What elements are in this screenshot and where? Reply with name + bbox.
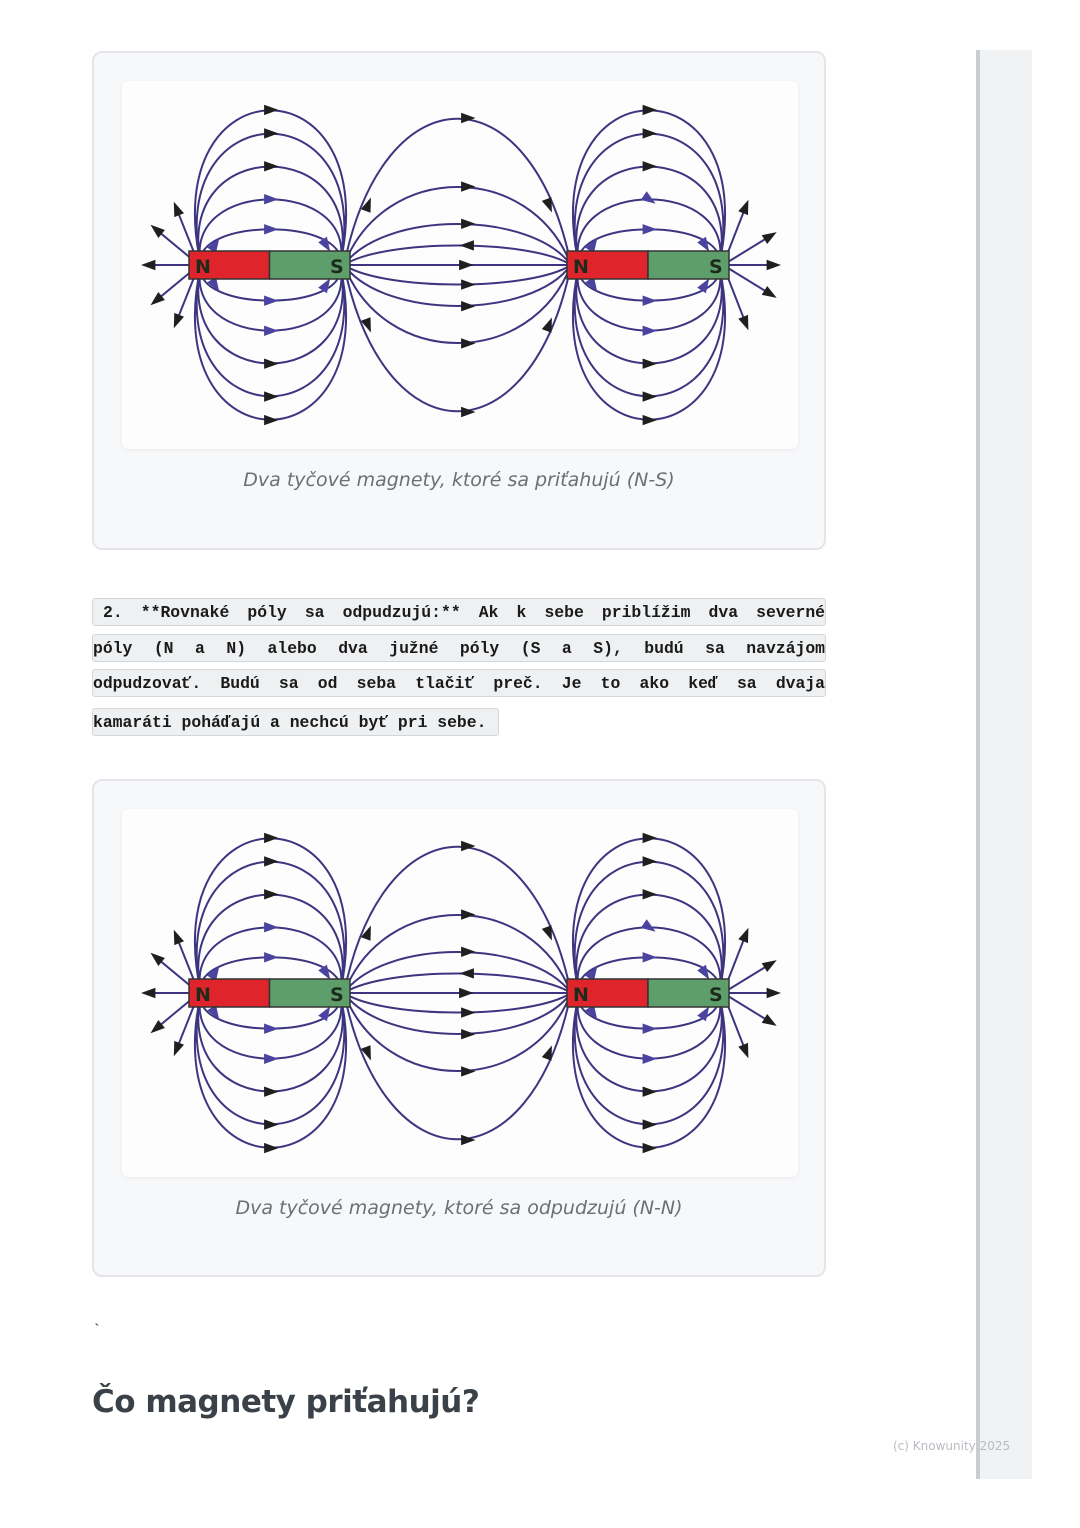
- field-arrow: [264, 128, 278, 138]
- magnetic-field-diagram: [122, 81, 798, 449]
- field-arrow: [264, 224, 278, 234]
- field-line: [723, 964, 770, 993]
- field-arrow: [697, 1006, 709, 1021]
- field-arrow: [461, 407, 475, 417]
- field-arrow: [264, 1119, 278, 1129]
- figure-card-attract: [92, 51, 826, 550]
- field-line: [198, 167, 343, 265]
- field-arrow: [643, 833, 657, 843]
- field-arrow: [767, 988, 781, 998]
- field-arrow: [318, 1006, 330, 1021]
- code-line: 2. **Rovnaké póly sa odpudzujú:** Ak k sebe priblížim dva severné: [92, 598, 826, 626]
- field-arrow: [643, 326, 657, 336]
- field-arrow: [641, 191, 656, 203]
- field-arrow: [643, 889, 657, 899]
- field-arrow: [264, 889, 278, 899]
- field-arrow: [264, 326, 278, 336]
- pole-label-north: N: [573, 984, 589, 1006]
- field-arrow: [697, 237, 709, 252]
- field-arrow: [643, 224, 657, 234]
- field-arrow: [643, 1143, 657, 1153]
- field-arrow: [174, 1041, 184, 1056]
- figure-caption: Dva tyčové magnety, ktoré sa priťahujú (N-S): [243, 469, 675, 491]
- field-line: [344, 847, 571, 993]
- field-arrow: [264, 194, 278, 204]
- field-line: [344, 974, 571, 994]
- field-arrow: [460, 968, 474, 978]
- field-arrow: [318, 278, 330, 293]
- field-arrow: [643, 1024, 657, 1034]
- field-arrow: [542, 925, 552, 940]
- field-arrow: [461, 338, 475, 348]
- field-arrow: [762, 960, 777, 972]
- pole-label-south: S: [709, 984, 723, 1006]
- pole-label-south: S: [709, 256, 723, 278]
- field-arrow: [461, 841, 475, 851]
- field-arrow: [461, 301, 475, 311]
- field-line: [723, 236, 770, 265]
- field-arrow: [264, 415, 278, 425]
- field-arrow: [264, 856, 278, 866]
- field-arrow: [643, 1054, 657, 1064]
- field-arrow: [643, 391, 657, 401]
- field-line: [576, 993, 721, 1091]
- field-line: [344, 993, 571, 1139]
- field-arrow: [264, 1054, 278, 1064]
- field-arrow: [643, 359, 657, 369]
- pole-label-north: N: [195, 256, 211, 278]
- field-arrow: [318, 237, 330, 252]
- field-line: [344, 993, 571, 1013]
- field-arrow: [762, 232, 777, 244]
- field-arrow: [264, 105, 278, 115]
- field-arrow: [174, 202, 184, 217]
- field-arrow: [461, 219, 475, 229]
- field-arrow: [461, 1066, 475, 1076]
- field-arrow: [318, 965, 330, 980]
- field-arrow: [461, 1029, 475, 1039]
- code-line: kamaráti poháďajú a nechcú byť pri sebe.: [92, 708, 499, 736]
- stray-backtick: `: [92, 1322, 102, 1340]
- field-arrow: [264, 922, 278, 932]
- field-arrow: [264, 952, 278, 962]
- field-arrow: [767, 260, 781, 270]
- field-arrow: [542, 1046, 552, 1061]
- field-arrow: [174, 930, 184, 945]
- code-line: odpudzovať. Budú sa od seba tlačiť preč. Je to ako keď sa dvaja: [92, 669, 826, 697]
- field-arrow: [641, 919, 656, 931]
- field-line: [198, 895, 343, 993]
- field-line: [198, 265, 343, 363]
- field-arrow: [264, 1143, 278, 1153]
- figure-card-repel: [92, 779, 826, 1277]
- field-arrow: [643, 856, 657, 866]
- code-line: póly (N a N) alebo dva južné póly (S a S), budú sa navzájom: [92, 634, 826, 662]
- field-arrow: [643, 105, 657, 115]
- field-line: [723, 265, 770, 294]
- field-arrow: [542, 197, 552, 212]
- field-arrow: [264, 833, 278, 843]
- field-line: [344, 265, 571, 285]
- field-arrow: [461, 909, 475, 919]
- field-arrow: [738, 1043, 748, 1058]
- pole-label-south: S: [330, 984, 344, 1006]
- field-arrow: [141, 260, 155, 270]
- field-line: [198, 993, 343, 1091]
- field-arrow: [738, 928, 748, 943]
- field-arrow: [461, 1007, 475, 1017]
- field-lines-svg: [122, 81, 798, 449]
- field-arrow: [264, 296, 278, 306]
- field-arrow: [643, 161, 657, 171]
- field-arrow: [762, 286, 777, 298]
- field-arrow: [643, 1087, 657, 1097]
- field-arrow: [697, 278, 709, 293]
- field-arrow: [762, 1014, 777, 1026]
- field-line: [344, 246, 571, 266]
- field-arrow: [141, 988, 155, 998]
- field-arrow: [461, 113, 475, 123]
- field-arrow: [264, 161, 278, 171]
- field-arrow: [461, 947, 475, 957]
- watermark: (c) Knowunity 2025: [893, 1439, 1011, 1453]
- field-arrow: [643, 128, 657, 138]
- field-arrow: [643, 415, 657, 425]
- field-line: [344, 119, 571, 265]
- field-arrow: [542, 318, 552, 333]
- field-arrow: [460, 240, 474, 250]
- field-line: [576, 895, 721, 993]
- field-line: [344, 265, 571, 411]
- code-paragraph: [92, 598, 826, 743]
- pole-label-north: N: [195, 984, 211, 1006]
- field-line: [723, 993, 770, 1022]
- field-arrow: [461, 1135, 475, 1145]
- magnetic-field-diagram: [122, 809, 798, 1177]
- field-arrow: [459, 988, 473, 998]
- figure-caption: Dva tyčové magnety, ktoré sa odpudzujú (N-N): [235, 1197, 683, 1219]
- section-heading: Čo magnety priťahujú?: [92, 1384, 480, 1420]
- field-arrow: [643, 296, 657, 306]
- field-arrow: [264, 391, 278, 401]
- field-arrow: [461, 279, 475, 289]
- field-lines-svg: [122, 809, 798, 1177]
- field-arrow: [459, 260, 473, 270]
- field-line: [576, 265, 721, 363]
- field-arrow: [264, 1024, 278, 1034]
- field-arrow: [174, 313, 184, 328]
- field-arrow: [738, 315, 748, 330]
- field-arrow: [264, 359, 278, 369]
- field-arrow: [264, 1087, 278, 1097]
- pole-label-south: S: [330, 256, 344, 278]
- field-arrow: [461, 181, 475, 191]
- field-arrow: [738, 200, 748, 215]
- field-arrow: [697, 965, 709, 980]
- field-arrow: [643, 1119, 657, 1129]
- field-line: [576, 167, 721, 265]
- pole-label-north: N: [573, 256, 589, 278]
- scrollbar-track[interactable]: [976, 50, 1032, 1479]
- field-arrow: [643, 952, 657, 962]
